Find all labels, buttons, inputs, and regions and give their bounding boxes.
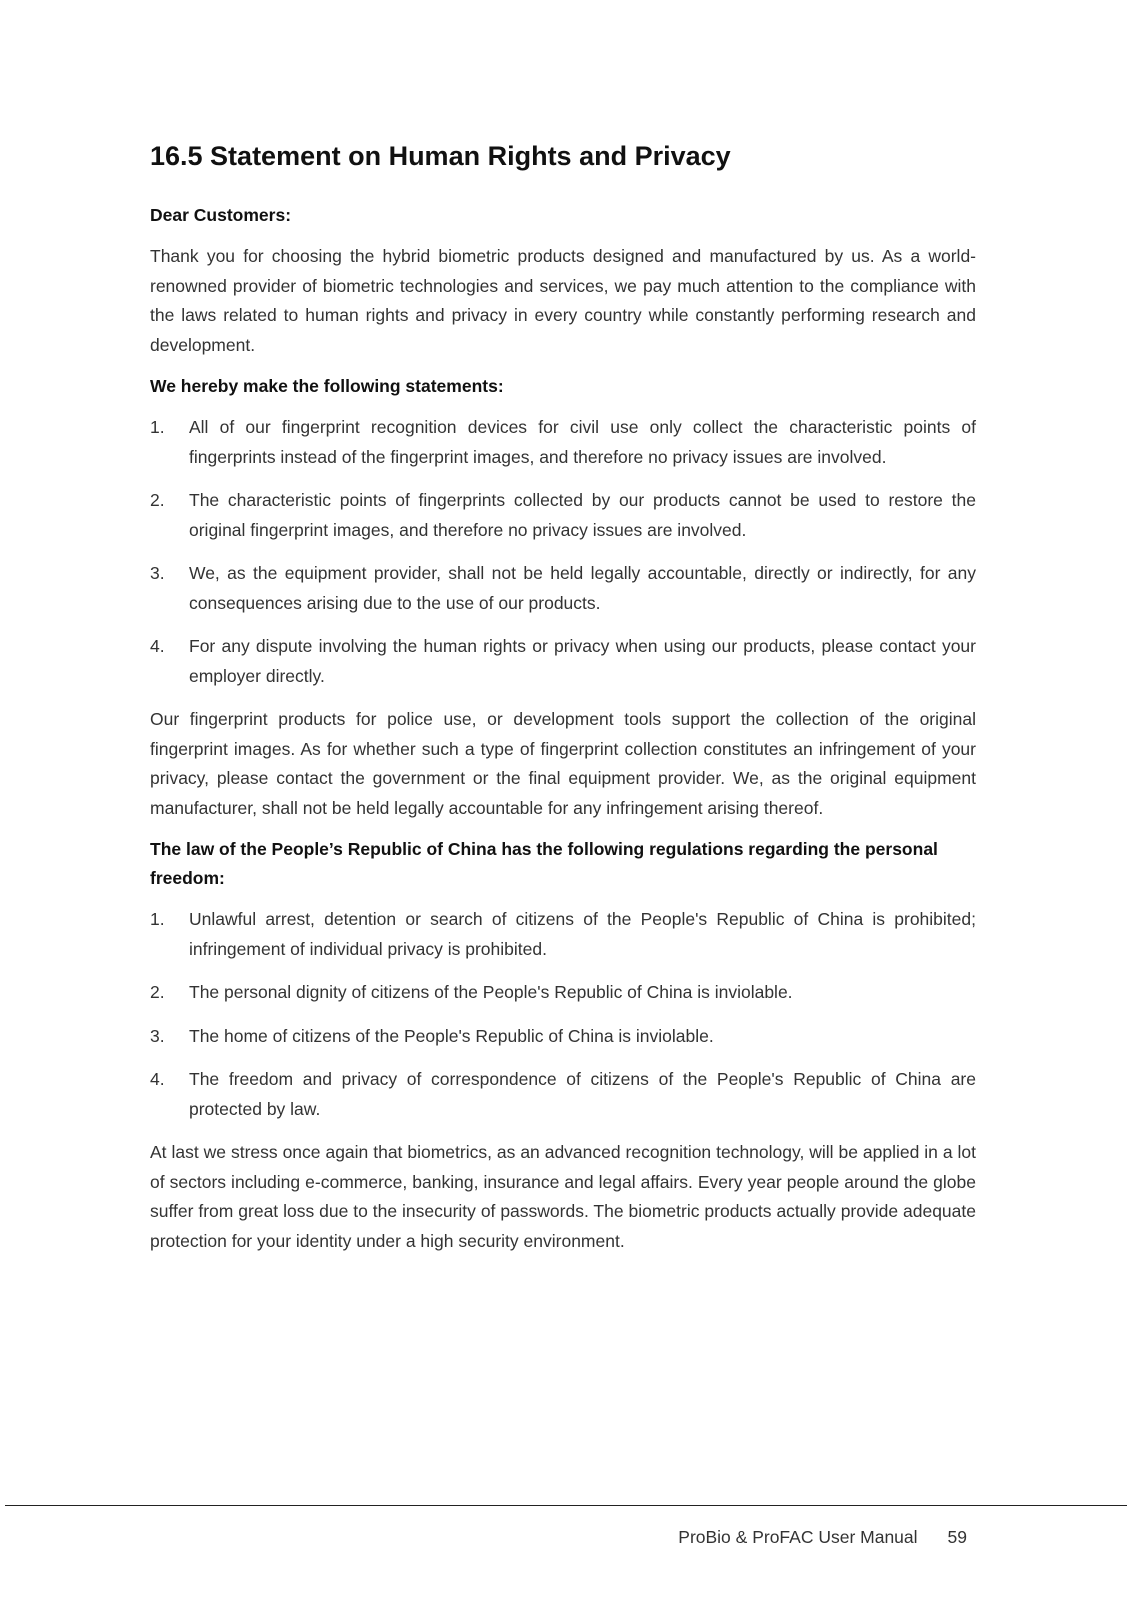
statement-item: [150, 413, 976, 472]
page-number: 59: [947, 1527, 967, 1547]
statement-item: [150, 632, 976, 691]
closing-paragraph: At last we stress once again that biometrics, as an advanced recognition technology, will be applied in a lot of sectors including e-commerce, banking, insurance and legal affairs. Every year people around the globe suffer from great loss due to the insecurity of passwords. The biometric products actually provide adequate protection for your identity under a high security environment.: [150, 1142, 976, 1251]
statement-text: We, as the equipment provider, shall not be held legally accountable, directly or indirectly, for any consequences arising due to the use of our products.: [189, 563, 976, 613]
law-item: [150, 1022, 976, 1052]
statement-number: 3.: [150, 563, 165, 584]
law-heading: The law of the People’s Republic of China has the following regulations regarding the personal freedom:: [150, 839, 938, 889]
law-number: 3.: [150, 1025, 165, 1046]
statement-item: [150, 486, 976, 545]
statement-text: The characteristic points of fingerprints collected by our products cannot be used to restore the original fingerprint images, and therefore no privacy issues are involved.: [189, 490, 976, 540]
law-number: 4.: [150, 1069, 165, 1090]
statements-list: [150, 413, 976, 691]
statement-number: 1.: [150, 417, 165, 438]
law-text: Unlawful arrest, detention or search of citizens of the People's Republic of China is prohibited; infringement of individual privacy is prohibited.: [189, 909, 976, 959]
statement-text: All of our fingerprint recognition devices for civil use only collect the characteristic points of fingerprints instead of the fingerprint images, and therefore no privacy issues are involved.: [189, 417, 976, 467]
page-content: [150, 140, 976, 1268]
law-text: The freedom and privacy of correspondence of citizens of the People's Republic of China are protected by law.: [189, 1069, 976, 1119]
law-number: 1.: [150, 909, 165, 930]
law-text: The home of citizens of the People's Republic of China is inviolable.: [189, 1025, 714, 1046]
law-item: [150, 1065, 976, 1124]
intro-paragraph: Thank you for choosing the hybrid biometric products designed and manufactured by us. As a world-renowned provider of biometric technologies and services, we pay much attention to the compliance with the laws related to human rights and privacy in every country while constantly performing research and development.: [150, 246, 976, 355]
statement-text: For any dispute involving the human rights or privacy when using our products, please contact your employer directly.: [189, 636, 976, 686]
police-paragraph: Our fingerprint products for police use, or development tools support the collection of the original fingerprint images. As for whether such a type of fingerprint collection constitutes an infringement of your privacy, please contact the government or the final equipment provider. We, as the original equipment manufacturer, shall not be held legally accountable for any infringement arising thereof.: [150, 709, 976, 818]
statement-number: 4.: [150, 636, 165, 657]
page-footer: [678, 1527, 967, 1548]
manual-name: ProBio & ProFAC User Manual: [678, 1527, 918, 1547]
law-number: 2.: [150, 982, 165, 1003]
law-text: The personal dignity of citizens of the People's Republic of China is inviolable.: [189, 982, 793, 1003]
laws-list: [150, 905, 976, 1124]
law-item: [150, 905, 976, 964]
section-title: 16.5 Statement on Human Rights and Privacy: [150, 141, 731, 171]
statements-heading: We hereby make the following statements:: [150, 376, 504, 397]
greeting: Dear Customers:: [150, 205, 292, 226]
footer-divider: [5, 1505, 1127, 1506]
statement-number: 2.: [150, 490, 165, 511]
law-item: [150, 978, 976, 1008]
statement-item: [150, 559, 976, 618]
